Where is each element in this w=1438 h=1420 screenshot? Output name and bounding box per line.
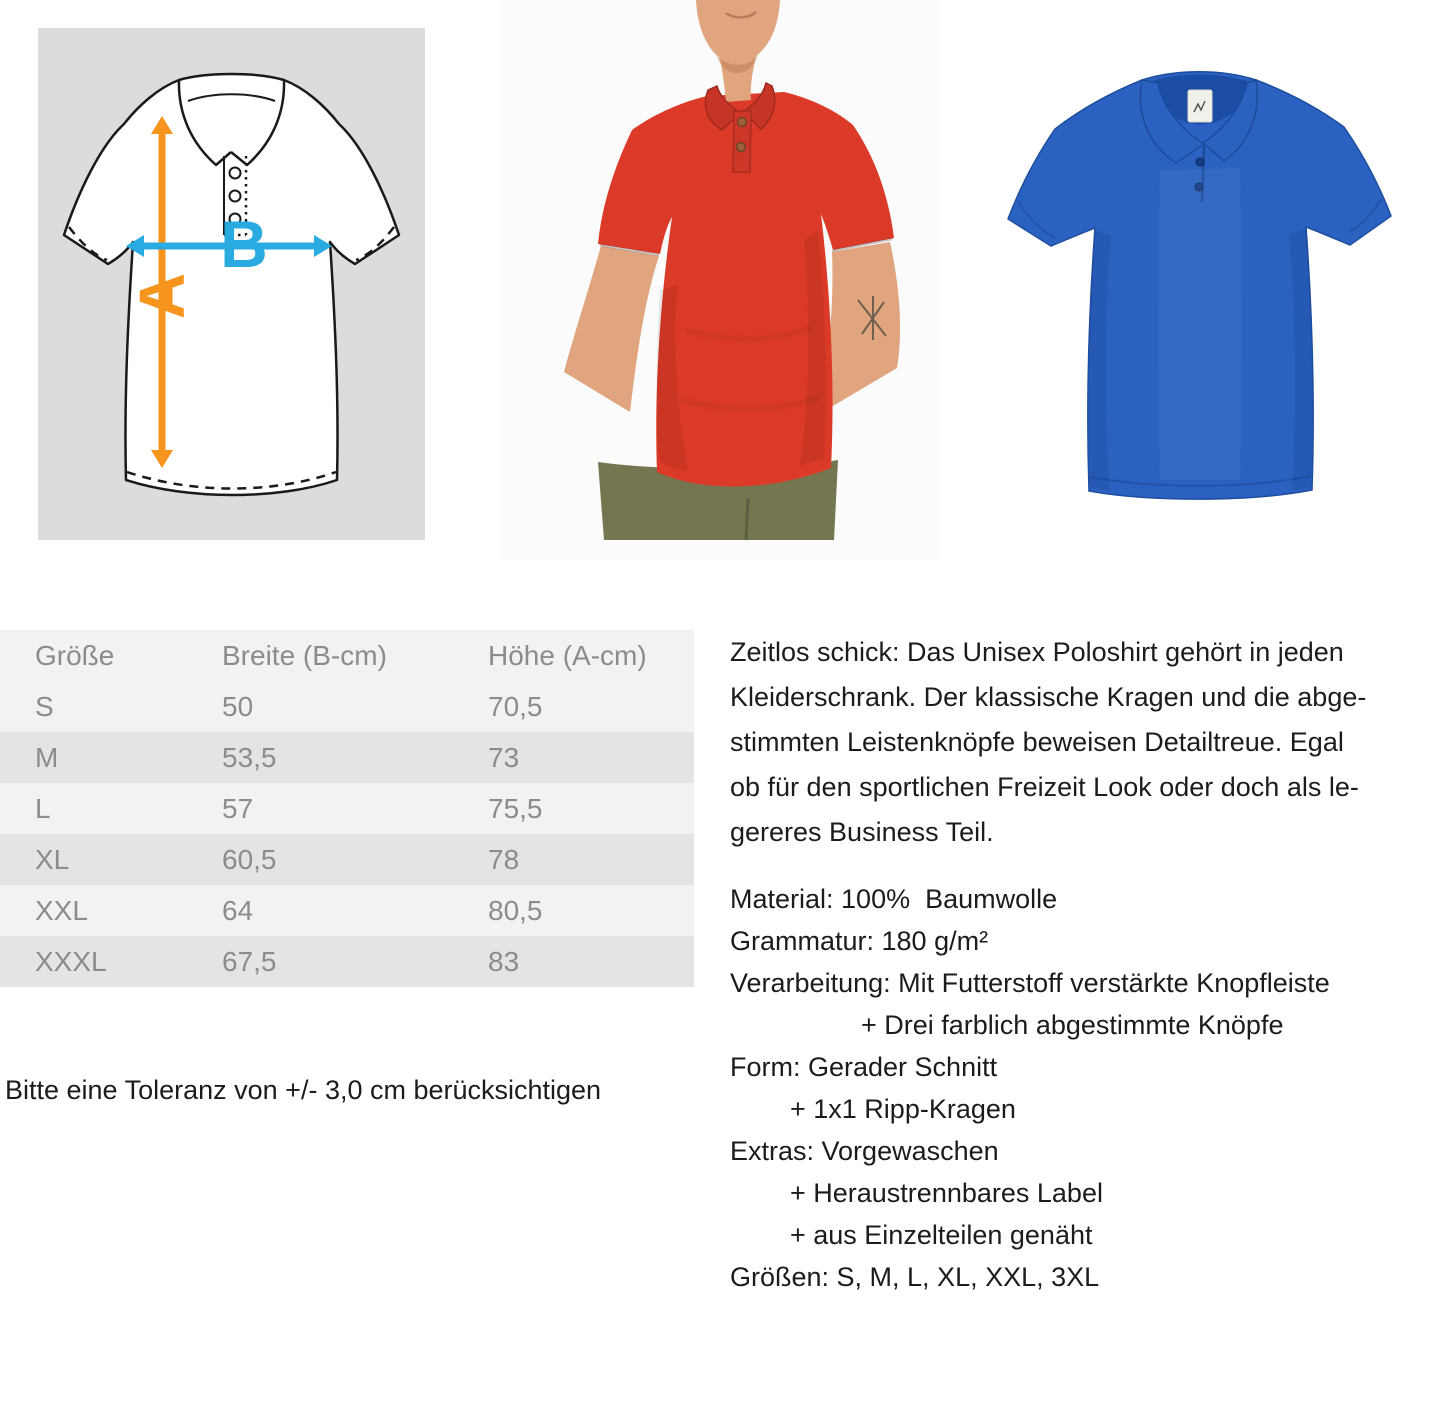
description-paragraph [730, 630, 1436, 855]
width-cell: 53,5 [222, 742, 277, 773]
button-icon [230, 191, 241, 202]
spec-ripp-kragen: + 1x1 Ripp-Kragen [790, 1094, 1016, 1124]
table-row [0, 681, 694, 732]
size-diagram [38, 28, 425, 540]
size-table [0, 630, 694, 987]
table-row [0, 936, 694, 987]
width-cell: 60,5 [222, 844, 277, 875]
size-cell: L [35, 793, 51, 824]
height-cell: 70,5 [488, 691, 543, 722]
spec-knoepfe: + Drei farblich abgestimmte Knöpfe [861, 1010, 1284, 1040]
table-row [0, 732, 694, 783]
pants-fly-seam [746, 498, 748, 540]
button-icon [738, 118, 747, 127]
column-header-width: Breite (B-cm) [222, 640, 387, 671]
button-icon [737, 143, 746, 152]
blue-polo-shirt [990, 50, 1420, 520]
center-highlight [1159, 168, 1242, 480]
height-cell: 75,5 [488, 793, 543, 824]
spec-verarbeitung: Verarbeitung: Mit Futterstoff verstärkte Knopfleiste [730, 968, 1330, 998]
polo-outline [64, 74, 399, 495]
description-line: Kleiderschrank. Der klassische Kragen und die abge- [730, 682, 1367, 712]
tolerance-note: Bitte eine Toleranz von +/- 3,0 cm berücksichtigen [5, 1075, 602, 1105]
description-line: gereres Business Teil. [730, 817, 994, 847]
label-a: A [126, 272, 198, 320]
spec-label: + Heraustrennbares Label [790, 1178, 1103, 1208]
height-cell: 80,5 [488, 895, 543, 926]
button-icon [230, 168, 241, 179]
spec-extras: Extras: Vorgewaschen [730, 1136, 999, 1166]
size-cell: S [35, 691, 54, 722]
width-cell: 64 [222, 895, 254, 926]
brand-label [1188, 90, 1212, 122]
width-cell: 67,5 [222, 946, 277, 977]
spec-form: Form: Gerader Schnitt [730, 1052, 998, 1082]
column-header-size: Größe [35, 640, 115, 671]
height-cell: 83 [488, 946, 520, 977]
spec-einzelteile: + aus Einzelteilen genäht [790, 1220, 1093, 1250]
height-cell: 73 [488, 742, 520, 773]
polo-measurement-drawing [38, 28, 425, 540]
table-row [0, 834, 694, 885]
size-cell: XL [35, 844, 70, 875]
spec-grammatur: Grammatur: 180 g/m² [730, 926, 989, 956]
table-row [0, 783, 694, 834]
width-cell: 57 [222, 793, 254, 824]
man-wearing-red-polo [500, 0, 940, 560]
description-line: stimmten Leistenknöpfe beweisen Detailtreue. Egal [730, 727, 1344, 757]
spec-groessen: Größen: S, M, L, XL, XXL, 3XL [730, 1262, 1100, 1292]
size-cell: M [35, 742, 59, 773]
description-line: ob für den sportlichen Freizeit Look oder doch als le- [730, 772, 1359, 802]
description-line: Zeitlos schick: Das Unisex Poloshirt gehört in jeden [730, 637, 1344, 667]
width-cell: 50 [222, 691, 254, 722]
column-header-height: Höhe (A-cm) [488, 640, 647, 671]
spec-list [730, 878, 1436, 1298]
product-description [730, 630, 1436, 1298]
size-cell: XXL [35, 895, 88, 926]
table-row [0, 885, 694, 936]
button-icon [1196, 158, 1204, 166]
table-header-row [0, 630, 694, 681]
spec-material: Material: 100% Baumwolle [730, 884, 1058, 914]
size-cell: XXXL [35, 946, 107, 977]
product-photo-blue-polo [990, 50, 1420, 520]
model-photo-red-polo [500, 0, 940, 560]
label-b: B [220, 207, 268, 281]
height-cell: 78 [488, 844, 520, 875]
